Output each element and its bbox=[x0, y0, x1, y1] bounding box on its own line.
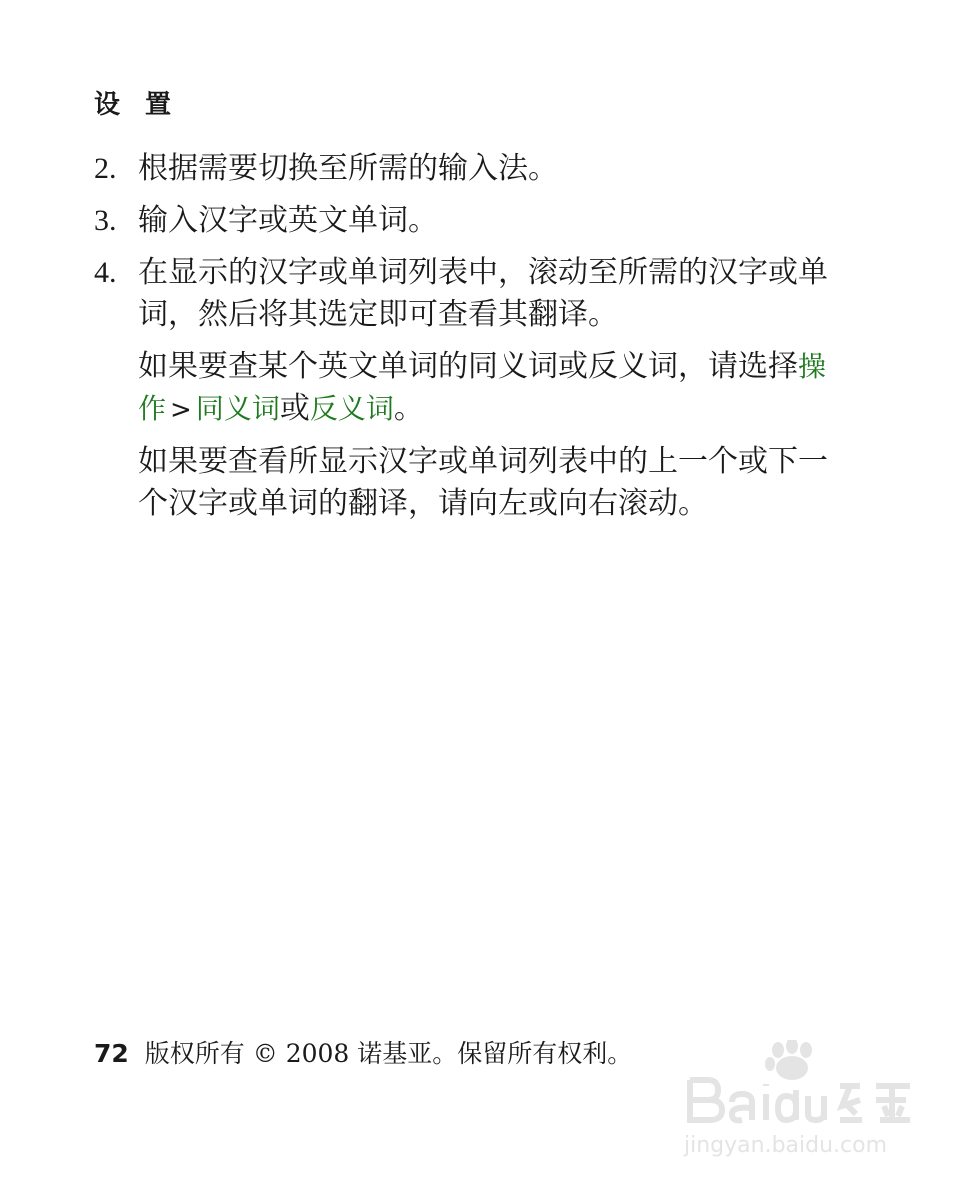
steps-list bbox=[94, 148, 834, 535]
synonym-note-prefix: 如果要查某个英文单词的同义词或反义词，请选择 bbox=[138, 349, 798, 384]
page-footer bbox=[94, 1034, 632, 1070]
watermark-wordmark bbox=[690, 1080, 910, 1120]
scroll-note: 如果要查看所显示汉字或单词列表中的上一个或下一个汉字或单词的翻译，请向左或向右滚动。 bbox=[138, 444, 828, 521]
watermark-url: jingyan.baidu.com bbox=[684, 1133, 888, 1158]
step-number: 3. bbox=[94, 204, 117, 237]
copyright-text: 版权所有 © 2008 诺基亚。保留所有权利。 bbox=[144, 1039, 633, 1068]
step-item bbox=[94, 148, 834, 190]
step-number: 2. bbox=[94, 152, 117, 185]
menu-separator: > bbox=[170, 395, 192, 425]
menu-item-actions: 操作 bbox=[138, 350, 827, 425]
synonym-note bbox=[138, 346, 834, 431]
menu-item-synonyms: 同义词 bbox=[195, 392, 280, 425]
step-text: 根据需要切换至所需的输入法。 bbox=[138, 151, 558, 186]
step-body bbox=[138, 200, 834, 242]
step-text: 在显示的汉字或单词列表中，滚动至所需的汉字或单词，然后将其选定即可查看其翻译。 bbox=[138, 255, 828, 332]
paw-icon bbox=[765, 1040, 812, 1080]
or-text: 或 bbox=[279, 391, 310, 426]
synonym-note-suffix: 。 bbox=[393, 391, 424, 426]
step-item bbox=[94, 252, 834, 525]
step-number: 4. bbox=[94, 256, 117, 289]
step-item bbox=[94, 200, 834, 242]
section-title: 设 置 bbox=[94, 90, 180, 120]
baidu-watermark-logo bbox=[680, 1040, 920, 1160]
step-text: 输入汉字或英文单词。 bbox=[138, 203, 438, 238]
step-body bbox=[138, 148, 834, 190]
page-number: 72 bbox=[94, 1039, 129, 1068]
step-body bbox=[138, 252, 834, 525]
menu-item-antonyms: 反义词 bbox=[309, 392, 394, 425]
